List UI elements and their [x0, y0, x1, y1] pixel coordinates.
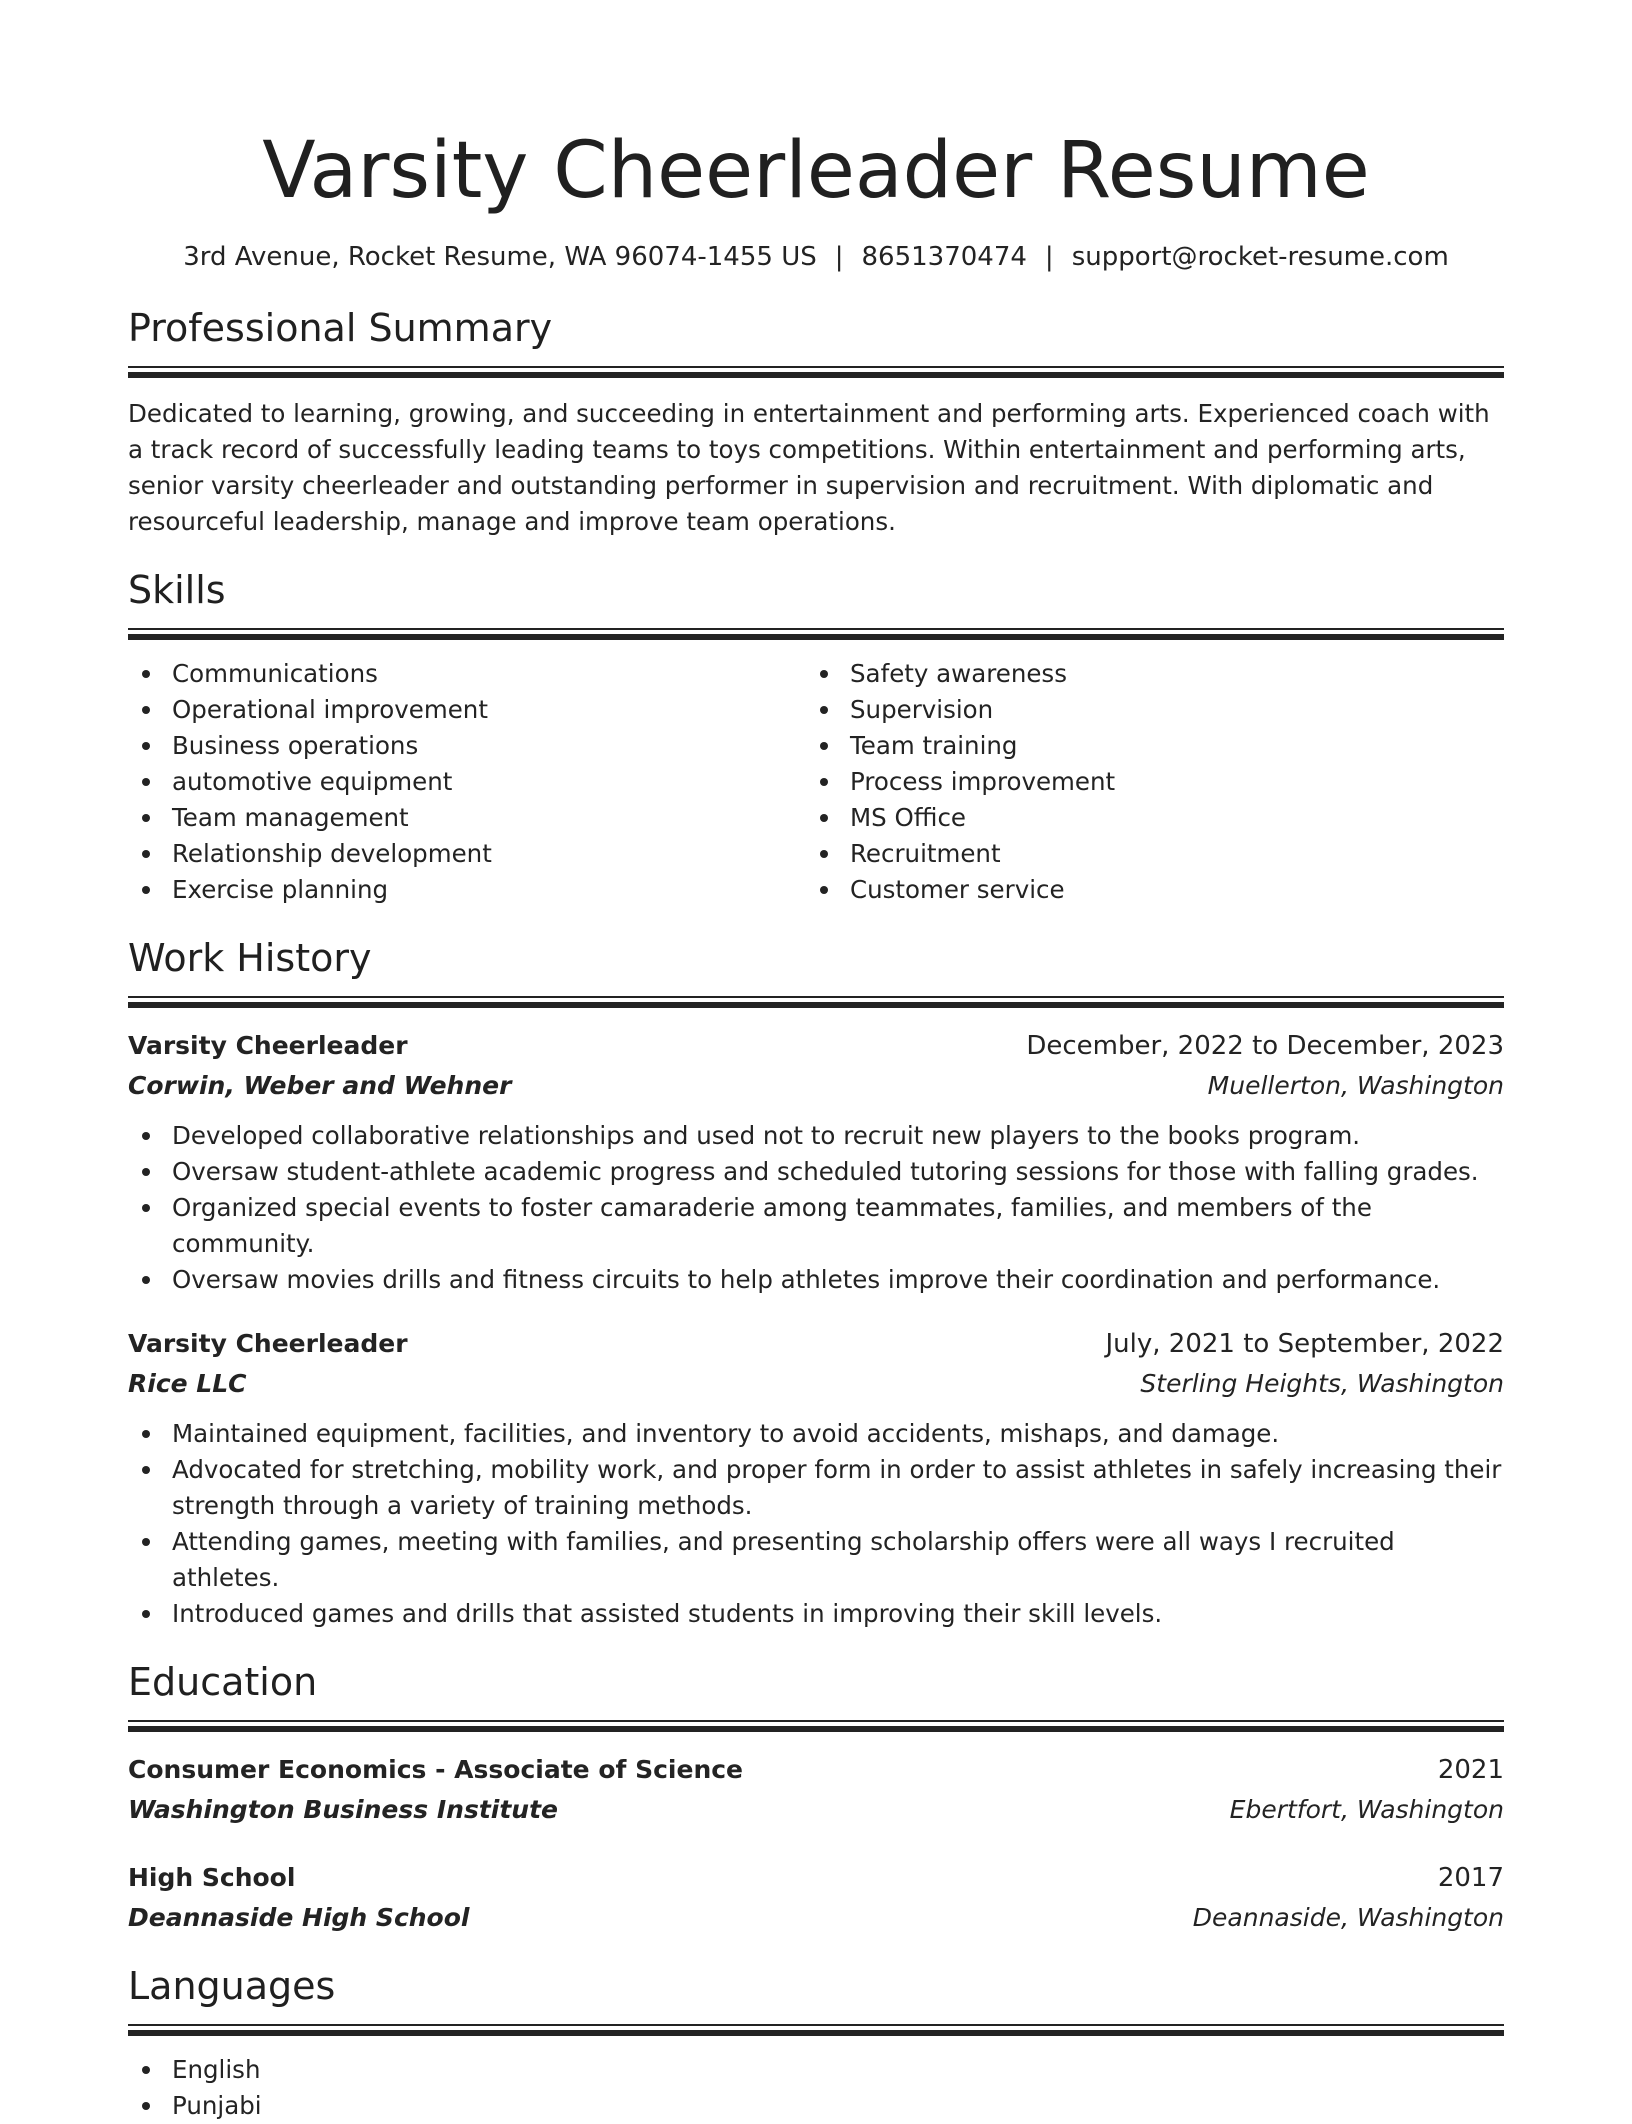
education-school: Washington Business Institute: [128, 1795, 558, 1824]
job-title: Varsity Cheerleader: [128, 1031, 408, 1060]
skills-grid: [128, 656, 1504, 908]
section-divider: [128, 996, 1504, 1008]
job-header-row: [128, 1324, 1504, 1364]
work-history-section: [128, 934, 1504, 1632]
skill-item: Customer service: [806, 872, 1484, 908]
skills-list-right: [806, 656, 1484, 908]
skill-item: Operational improvement: [128, 692, 806, 728]
section-divider: [128, 1720, 1504, 1732]
languages-section: [128, 1962, 1504, 2124]
section-heading-work-history: Work History: [128, 936, 372, 980]
contact-separator: |: [834, 242, 844, 272]
language-item: English: [128, 2052, 1504, 2088]
education-degree: Consumer Economics - Associate of Science: [128, 1755, 744, 1784]
education-school-row: [128, 1790, 1504, 1830]
contact-address: 3rd Avenue, Rocket Resume, WA 96074-1455 US: [183, 242, 817, 272]
section-divider: [128, 628, 1504, 640]
section-heading-skills: Skills: [128, 568, 226, 612]
job-header-row: [128, 1026, 1504, 1066]
job-company: Corwin, Weber and Wehner: [128, 1071, 512, 1100]
skill-item: automotive equipment: [128, 764, 806, 800]
job-duty: Oversaw student-athlete academic progress and scheduled tutoring sessions for those with falling grades.: [128, 1154, 1504, 1190]
education-header-row: [128, 1750, 1504, 1790]
job-location: Muellerton, Washington: [1207, 1071, 1504, 1100]
section-divider: [128, 2024, 1504, 2036]
languages-list: [128, 2052, 1504, 2124]
job-duty: Maintained equipment, facilities, and inventory to avoid accidents, mishaps, and damage.: [128, 1416, 1504, 1452]
education-school-row: [128, 1898, 1504, 1938]
language-item: Punjabi: [128, 2088, 1504, 2124]
section-heading-summary: Professional Summary: [128, 306, 553, 350]
skill-item: Supervision: [806, 692, 1484, 728]
skills-list-left: [128, 656, 806, 908]
job-duty: Oversaw movies drills and fitness circuits to help athletes improve their coordination and performance.: [128, 1262, 1504, 1298]
education-year: 2017: [1437, 1863, 1504, 1893]
skill-item: Safety awareness: [806, 656, 1484, 692]
education-location: Deannaside, Washington: [1192, 1903, 1504, 1932]
section-divider: [128, 366, 1504, 378]
job-duty: Developed collaborative relationships and used not to recruit new players to the books program.: [128, 1118, 1504, 1154]
job-duty: Introduced games and drills that assisted students in improving their skill levels.: [128, 1596, 1504, 1632]
education-entry: [128, 1858, 1504, 1938]
resume-title: Varsity Cheerleader Resume: [262, 126, 1370, 216]
job-dates: July, 2021 to September, 2022: [1105, 1329, 1504, 1359]
job-duties-list: [128, 1118, 1504, 1298]
job-title: Varsity Cheerleader: [128, 1329, 408, 1358]
skills-section: [128, 566, 1504, 908]
job-entry: [128, 1026, 1504, 1298]
contact-separator: |: [1044, 242, 1054, 272]
section-heading-languages: Languages: [128, 1964, 336, 2008]
skill-item: Process improvement: [806, 764, 1484, 800]
education-year: 2021: [1437, 1755, 1504, 1785]
skill-item: Business operations: [128, 728, 806, 764]
job-company-row: [128, 1364, 1504, 1404]
summary-section: [128, 304, 1504, 540]
education-header-row: [128, 1858, 1504, 1898]
job-company: Rice LLC: [128, 1369, 247, 1398]
contact-email: support@rocket-resume.com: [1071, 242, 1449, 272]
section-heading-education: Education: [128, 1660, 318, 1704]
contact-phone: 8651370474: [861, 242, 1027, 272]
education-entry: [128, 1750, 1504, 1830]
education-school: Deannaside High School: [128, 1903, 470, 1932]
summary-text: Dedicated to learning, growing, and succeeding in entertainment and performing arts. Experienced coach with a track record of successfully leading teams to toys competitions. Within entertainment and performing arts, senior varsity cheerleader and outstanding performer in supervision and recruitment. With diplomatic and resourceful leadership, manage and improve team operations.: [128, 399, 1490, 536]
job-company-row: [128, 1066, 1504, 1106]
skill-item: Team training: [806, 728, 1484, 764]
skill-item: Recruitment: [806, 836, 1484, 872]
skill-item: MS Office: [806, 800, 1484, 836]
job-duties-list: [128, 1416, 1504, 1632]
job-location: Sterling Heights, Washington: [1140, 1369, 1504, 1398]
education-location: Ebertfort, Washington: [1229, 1795, 1504, 1824]
skill-item: Exercise planning: [128, 872, 806, 908]
education-degree: High School: [128, 1863, 296, 1892]
skill-item: Communications: [128, 656, 806, 692]
job-duty: Organized special events to foster camaraderie among teammates, families, and members of the community.: [128, 1190, 1504, 1262]
skill-item: Relationship development: [128, 836, 806, 872]
skill-item: Team management: [128, 800, 806, 836]
job-dates: December, 2022 to December, 2023: [1026, 1031, 1504, 1061]
job-entry: [128, 1324, 1504, 1632]
contact-line: [128, 240, 1504, 274]
job-duty: Advocated for stretching, mobility work, and proper form in order to assist athletes in safely increasing their strength through a variety of training methods.: [128, 1452, 1504, 1524]
job-duty: Attending games, meeting with families, and presenting scholarship offers were all ways I recruited athletes.: [128, 1524, 1504, 1596]
education-section: [128, 1658, 1504, 1938]
